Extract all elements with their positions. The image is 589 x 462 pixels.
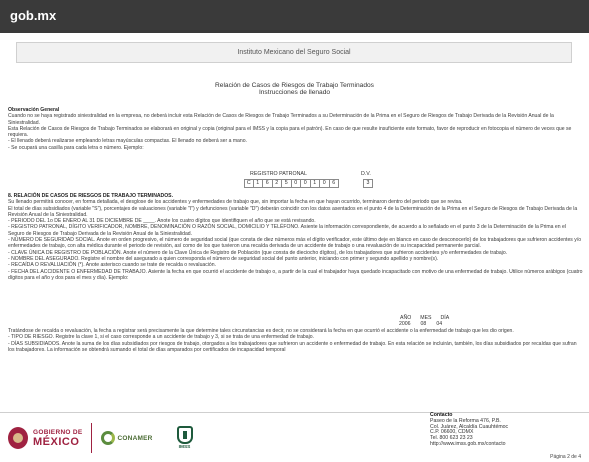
paragraph: - RECAÍDA O REVALUACIÓN (*). Anote asterisco cuando se trate de recaída o revaluación. (8, 262, 216, 269)
paragraph: Esta Relación de Casos de Riesgos de Trabajo Terminados se elaborará en original y copia (original para el IMSS y la copia para el patrón). En caso de que resulte insuficiente este formato, favor de reproducir en fotocopia el número de veces que se requiera. (8, 125, 572, 139)
date-header-day: DÍA (440, 315, 450, 321)
conamer-mark-icon (101, 431, 115, 445)
contact-line: C.P. 06600, CDMX (430, 429, 474, 436)
contact-heading: Contacto (430, 412, 453, 418)
registro-patronal-label: REGISTRO PATRONAL (250, 171, 307, 177)
paragraph: - REGISTRO PATRONAL, DÍGITO VERIFICADOR, NOMBRE, DENOMINACIÓN O RAZÓN SOCIAL, DOMICILIO Y TELÉFONO. Asiente la información correspondiente, de acuerdo a lo señalado en el punto 3 de la Determinación de la Prima en el Seguro de Riesgos de Trabajo Derivada de la Revisión Anual de la Siniestralidad. (8, 224, 566, 237)
date-header-month: MES (420, 315, 432, 321)
registro-patronal-example (244, 179, 339, 188)
paragraph: El total de días subsidiados (variable "S"), porcentajes de valuaciones (variable "I") y defunciones (variable "D") deberán coincidir con los datos asentados en el punto 4 de la Determinación de la Prima en el Seguro de Riesgos de Trabajo Derivada de la Revisión Anual de la Siniestralidad. (8, 205, 578, 218)
observacion-heading: Observación General (8, 107, 60, 113)
date-example-values (399, 321, 442, 327)
conamer-logo (101, 431, 153, 445)
contact-line: Paseo de la Reforma 476, P.B. (430, 417, 501, 424)
example-cell: 2 (273, 179, 283, 188)
example-cell: 6 (330, 179, 340, 188)
imss-logo (177, 426, 193, 450)
contact-line: Tel. 800 623 23 23 (430, 435, 473, 442)
contact-line: Col. Juárez, Alcaldía Cuauhtémoc (430, 423, 509, 430)
contact-block (430, 413, 508, 448)
gobierno-de-mexico-logo (8, 427, 83, 449)
paragraph: - NOMBRE DEL ASEGURADO. Registre el nombre del asegurado a quien corresponda el número de seguridad social del punto anterior, iniciando con primer y segundo apellido y nombre(s). (8, 255, 439, 262)
paragraph: Cuando no se haya registrado siniestralidad en la empresa, no deberá incluir esta Relación de Casos de Riesgos de Trabajo Terminados a su Determinación de la Prima en el Seguro de Riesgos de Trabajo Derivada de la Revisión Anual de la Siniestralidad. (8, 113, 554, 126)
example-cell: 6 (263, 179, 273, 188)
example-cell: C (244, 179, 254, 188)
gob-mx-logo[interactable]: gob.mx (10, 8, 57, 23)
date-value-year: 2006 (399, 321, 411, 327)
paragraph: - CLAVE ÚNICA DE REGISTRO DE POBLACIÓN. Anote el número de la Clave Única de Registro de Población (que consta de dieciocho dígitos), de los trabajadores que sufrieron accidentes y/o enfermedades de trabajo. (8, 249, 508, 256)
relacion-section (8, 193, 583, 281)
document-title: Relación de Casos de Riesgos de Trabajo Terminados (215, 82, 374, 89)
date-value-month: 08 (420, 321, 427, 327)
example-cell: 0 (320, 179, 330, 188)
eagle-seal-icon (8, 427, 28, 449)
observacion-section (8, 107, 583, 151)
contact-link[interactable]: http://www.imss.gob.mx/contacto (430, 440, 506, 447)
page-number: Página 2 de 4 (550, 454, 581, 460)
date-header-year: AÑO (400, 315, 412, 321)
relacion-section-continued (8, 328, 583, 353)
document-subtitle: Instrucciones de llenado (258, 89, 331, 96)
banner-text: Instituto Mexicano del Seguro Social (237, 49, 351, 56)
institution-banner (16, 42, 572, 63)
paragraph: Su llenado permitirá conocer, en forma detallada, el desglose de los accidentes y enfermedades de trabajo que, sin importar la fecha en que hayan ocurrido, terminaron dentro del periodo que se revisa. (8, 199, 463, 206)
section-heading: 8. RELACIÓN DE CASOS DE RIESGOS DE TRABAJO TERMINADOS. (8, 193, 173, 199)
dv-label: D.V. (361, 171, 371, 177)
paragraph: Tratándose de recaída o revaluación, la fecha a registrar será precisamente la que determine tales circunstancias es decir, no se considerará la fecha en que ocurrió el accidente o la enfermedad de trabajo que les dio origen. (8, 328, 514, 334)
paragraph: - El llenado deberá realizarse empleando letras mayúsculas compactas. El llenado no deberá ser a mano. (8, 138, 247, 145)
gob-logo-line2: MÉXICO (33, 435, 80, 448)
footer-logos (8, 420, 193, 456)
gobierno-logo-text (33, 429, 83, 448)
paragraph: - FECHA DEL ACCIDENTE O ENFERMEDAD DE TRABAJO. Asiente la fecha en que ocurrió el accidente de trabajo o, a partir de la cual el trabajador haya quedado incapacitado con motivo de una enfermedad de trabajo. Utilice números arábigos (cuatro dígitos para el año y dos para el mes y día). Ejemplo: (8, 268, 583, 281)
example-cell: 1 (254, 179, 264, 188)
example-cell: 0 (292, 179, 302, 188)
example-cell: 1 (311, 179, 321, 188)
gob-logo-line1: GOBIERNO DE (33, 428, 83, 436)
top-bar (0, 0, 589, 33)
imss-eagle-icon (177, 426, 193, 444)
imss-text: IMSS (178, 445, 191, 450)
date-value-day: 04 (436, 321, 443, 327)
dv-example-cell: 3 (363, 179, 373, 188)
paragraph: - PERIODO DEL 1o DE ENERO AL 31 DE DICIEMBRE DE ____. Anote los cuatro dígitos que identifiquen el año que se está revisando. (8, 218, 316, 225)
paragraph: - DÍAS SUBSIDIADOS. Anote la suma de los días subsidiados por riesgos de trabajo, otorgados a los trabajadores que sufrieron un accidente o enfermedad de trabajo. En esta relación se incluirán, también, los días subsidiados por recaídas que sufran los trabajadores. La información se obtendrá sumando el total de días amparados por certificados de incapacidad temporal (8, 340, 577, 353)
example-cell: 5 (282, 179, 292, 188)
paragraph: - TIPO DE RIESGO. Registre la clave 1, si el caso corresponde a un accidente de trabajo y 3, si se trata de una enfermedad de trabajo. (8, 334, 314, 341)
logo-separator (91, 423, 92, 453)
paragraph: - Se ocupará una casilla para cada letra o número. Ejemplo: (8, 144, 144, 151)
example-cell: 0 (301, 179, 311, 188)
paragraph: - NÚMERO DE SEGURIDAD SOCIAL. Anote en orden progresivo, el número de seguridad social (que consta de diez números más el dígito verificador, este último deje en blanco en caso de desconocerlo) de los trabajadores que sufrieron accidentes y/o enfermedades de trabajo, con alta médica durante el periodo de revisión, así como de los que tuvieron una recaída derivada de un accidente de trabajo o una revaluación de su incapacidad permanente parcial. (8, 237, 582, 250)
conamer-text: CONAMER (117, 434, 153, 442)
